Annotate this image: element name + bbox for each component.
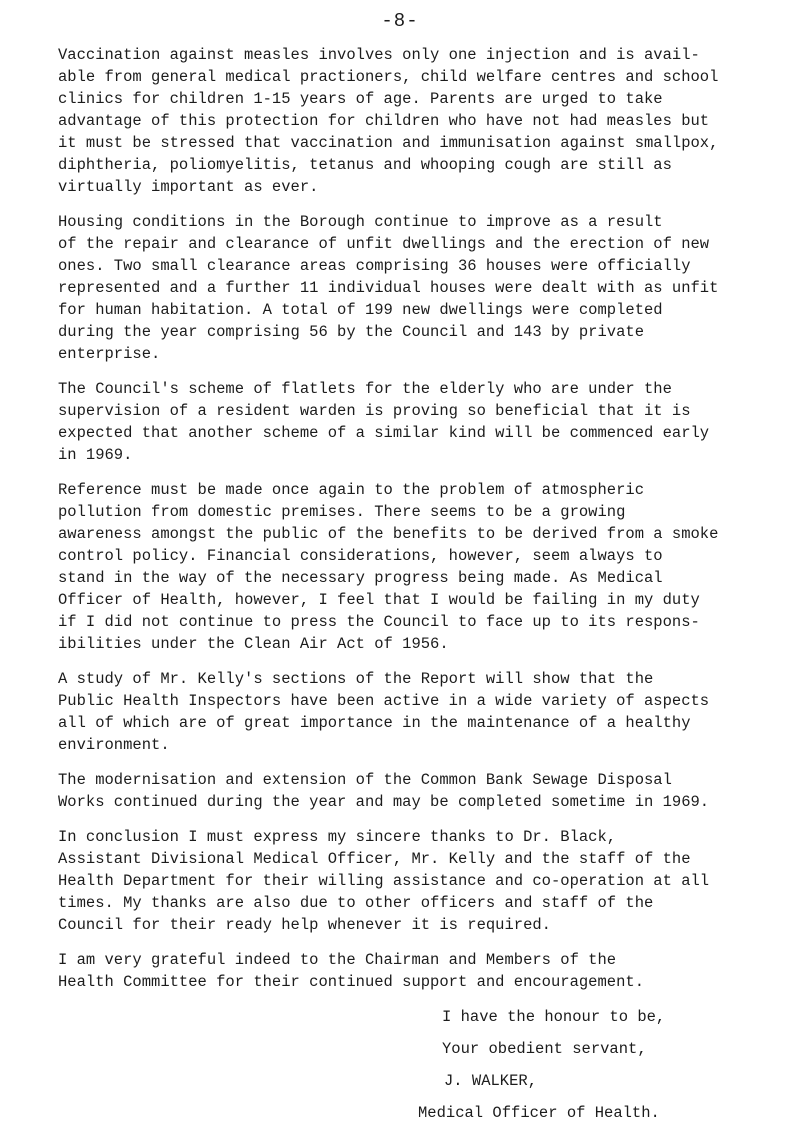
paragraph-flatlets: The Council's scheme of flatlets for the elderly who are under the supervision of a resident warden is proving so beneficial that it is expected that another scheme of a similar kind will be commenced early in 1969. [58,380,710,464]
signatory-name: J. WALKER, [444,1072,538,1090]
signatory-title: Medical Officer of Health. [418,1104,660,1122]
closing-line: I have the honour to be, [442,1008,666,1026]
paragraph-vaccination: Vaccination against measles involves only one injection and is avail- able from general medical practioners, child welfare centres and school clinics for children 1-15 years of age. Parents are urged to take advantage of this protection for children who have not had measles but it must be stressed that vaccination and immunisation against smallpox, diphtheria, poliomyelitis, tetanus and whooping cough are still as virtually important as ever. [58,46,719,196]
paragraph-gratitude: I am very grateful indeed to the Chairman and Members of the Health Committee for their continued support and encouragement. [58,951,644,991]
paragraph-pollution: Reference must be made once again to the problem of atmospheric pollution from domestic premises. There seems to be a growing awareness amongst the public of the benefits to be derived from a smoke control policy. Financial considerations, however, seem always to stand in the way of the necessary progress being made. As Medical Officer of Health, however, I feel that I would be failing in my duty if I did not continue to press the Council to face up to its respons- ibilities under the Clean Air Act of 1956. [58,481,719,653]
paragraph-conclusion: In conclusion I must express my sincere thanks to Dr. Black, Assistant Divisional Medical Officer, Mr. Kelly and the staff of the Health Department for their willing assistance and co-operation at all times. My thanks are also due to other officers and staff of the Council for their ready help whenever it is required. [58,828,710,934]
paragraph-sewage: The modernisation and extension of the Common Bank Sewage Disposal Works continued during the year and may be completed sometime in 1969. [58,771,710,811]
page-number: -8- [381,10,419,32]
signature-block [418,1006,758,1124]
paragraph-inspectors: A study of Mr. Kelly's sections of the Report will show that the Public Health Inspectors have been active in a wide variety of aspects all of which are of great importance in the maintenance of a healthy environment. [58,670,710,754]
closing-servant-line: Your obedient servant, [442,1040,647,1058]
paragraph-housing: Housing conditions in the Borough continue to improve as a result of the repair and clearance of unfit dwellings and the erection of new ones. Two small clearance areas comprising 36 houses were officially represented and a further 11 individual houses were dealt with as unfit for human habitation. A total of 199 new dwellings were completed during the year comprising 56 by the Council and 143 by private enterprise. [58,213,719,363]
report-body [58,44,758,1134]
